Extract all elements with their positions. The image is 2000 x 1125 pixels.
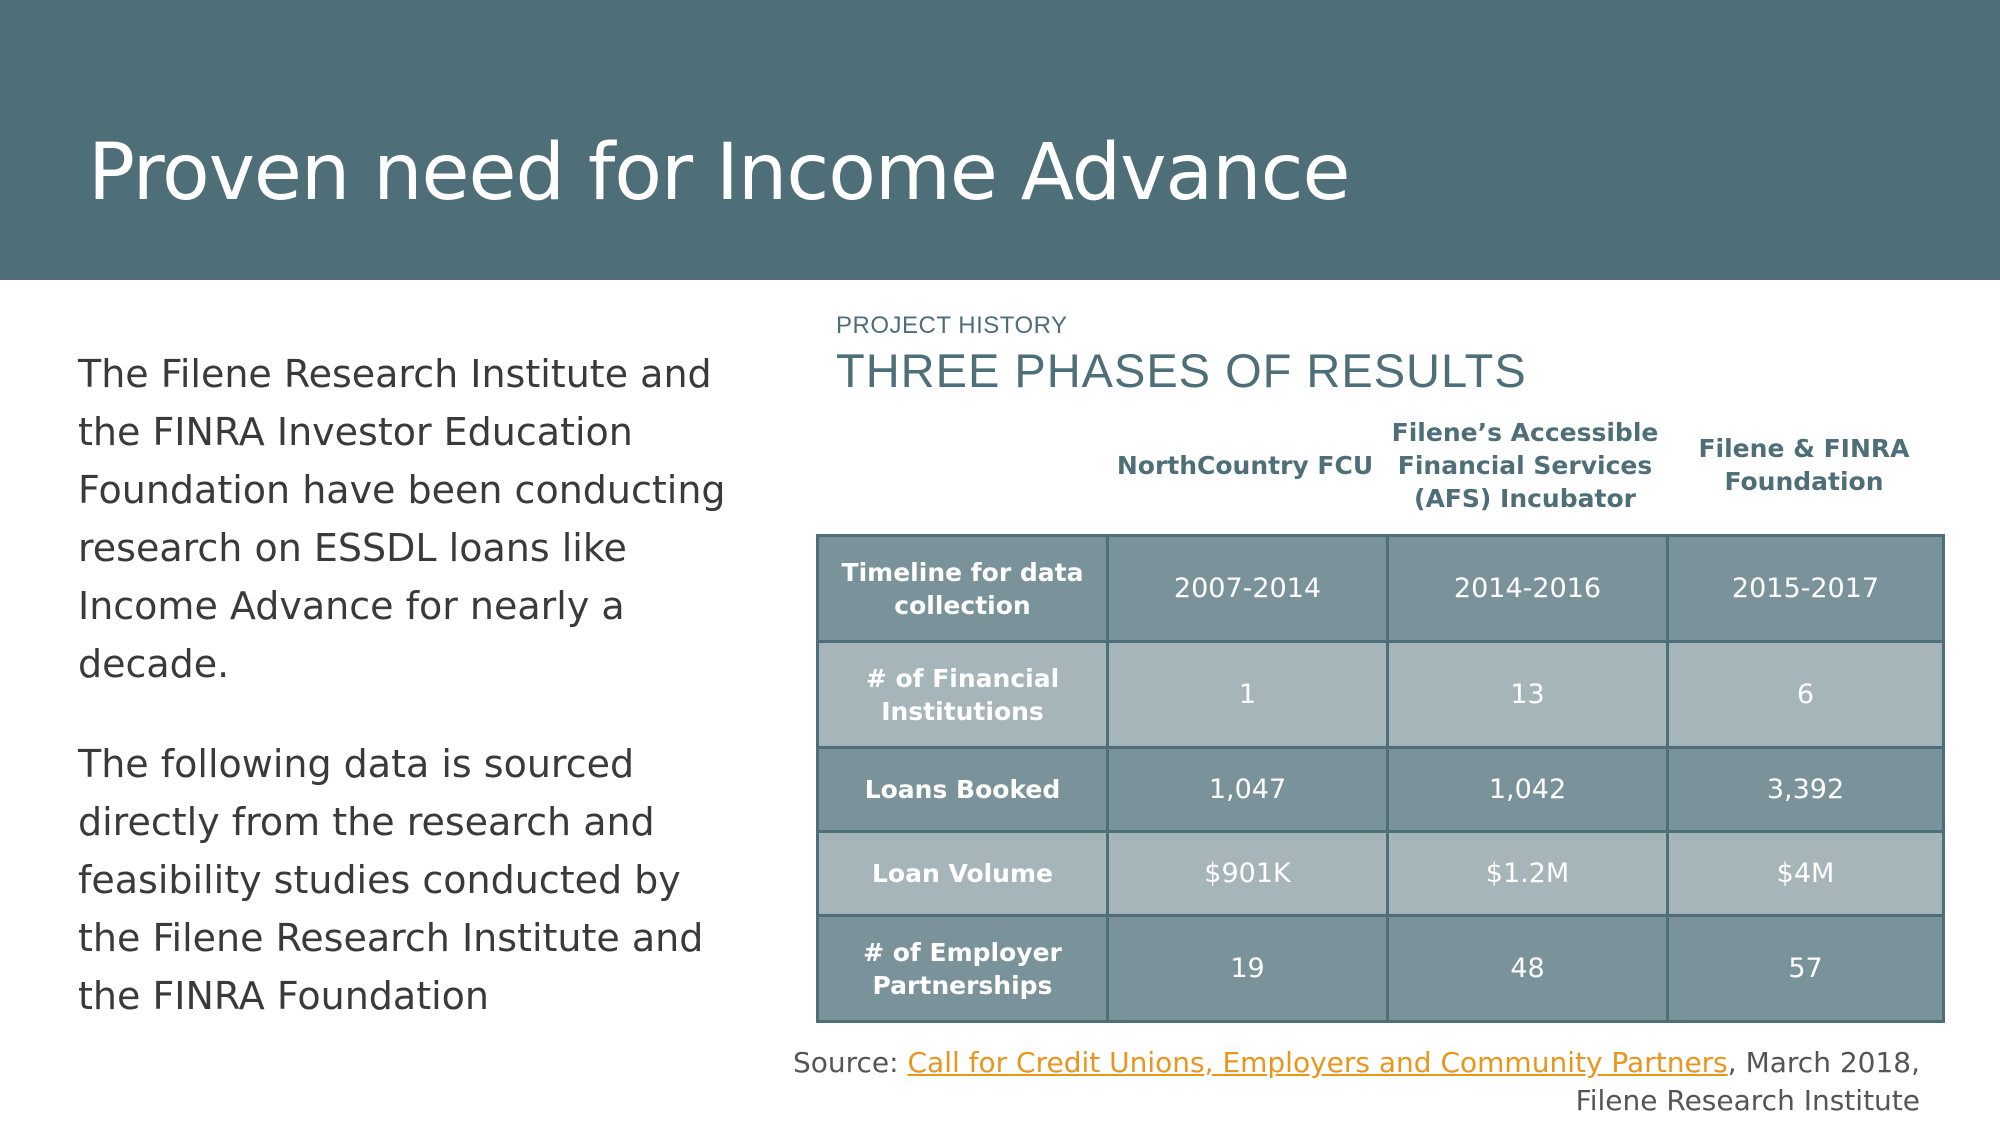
body-paragraph-1: The Filene Research Institute and the FINRA Investor Education Foundation have been conducting research on ESSDL loans like Income Advance for nearly a decade. — [78, 352, 726, 686]
row-header: # of Employer Partnerships — [818, 916, 1108, 1022]
row-header: Timeline for data collection — [818, 536, 1108, 642]
table-row — [818, 916, 1944, 1022]
column-header-filene-finra: Filene & FINRA Foundation — [1698, 434, 1910, 496]
table-cell: 1,042 — [1388, 748, 1668, 832]
table-cell: 1 — [1108, 642, 1388, 748]
body-paragraph-2: The following data is sourced directly from the research and feasibility studies conducted by the Filene Research Institute and the FINRA Foundation — [78, 742, 704, 1018]
table-cell: $901K — [1108, 832, 1388, 916]
results-table — [816, 534, 1945, 1023]
body-text — [78, 345, 738, 1067]
table-cell: 57 — [1668, 916, 1944, 1022]
table-cell: 2015-2017 — [1668, 536, 1944, 642]
table-cell: 1,047 — [1108, 748, 1388, 832]
source-line-1 — [793, 1044, 1920, 1082]
table-row — [818, 536, 1944, 642]
table-heading: THREE PHASES OF RESULTS — [836, 344, 1527, 397]
source-citation — [793, 1044, 1920, 1120]
table-row — [818, 832, 1944, 916]
table-cell: 3,392 — [1668, 748, 1944, 832]
table-cell: 19 — [1108, 916, 1388, 1022]
source-line-2: Filene Research Institute — [1575, 1084, 1920, 1117]
column-header-northcountry: NorthCountry FCU — [1116, 450, 1374, 480]
row-header: Loans Booked — [818, 748, 1108, 832]
source-prefix: Source: — [792, 1046, 908, 1079]
table-row — [818, 642, 1944, 748]
source-suffix: , March 2018, — [1727, 1046, 1920, 1079]
slide-title: Proven need for Income Advance — [88, 128, 1350, 218]
source-link[interactable]: Call for Credit Unions, Employers and Community Partners — [907, 1046, 1728, 1079]
table-cell: 6 — [1668, 642, 1944, 748]
table-cell: $1.2M — [1388, 832, 1668, 916]
table-cell: 13 — [1388, 642, 1668, 748]
row-header: # of Financial Institutions — [818, 642, 1108, 748]
table-cell: $4M — [1668, 832, 1944, 916]
table-cell: 2014-2016 — [1388, 536, 1668, 642]
row-header: Loan Volume — [818, 832, 1108, 916]
table-cell: 2007-2014 — [1108, 536, 1388, 642]
table-row — [818, 748, 1944, 832]
column-header-afs-incubator: Filene’s Accessible Financial Services (AFS) Incubator — [1391, 417, 1659, 513]
table-cell: 48 — [1388, 916, 1668, 1022]
table-kicker: PROJECT HISTORY — [836, 312, 1068, 339]
